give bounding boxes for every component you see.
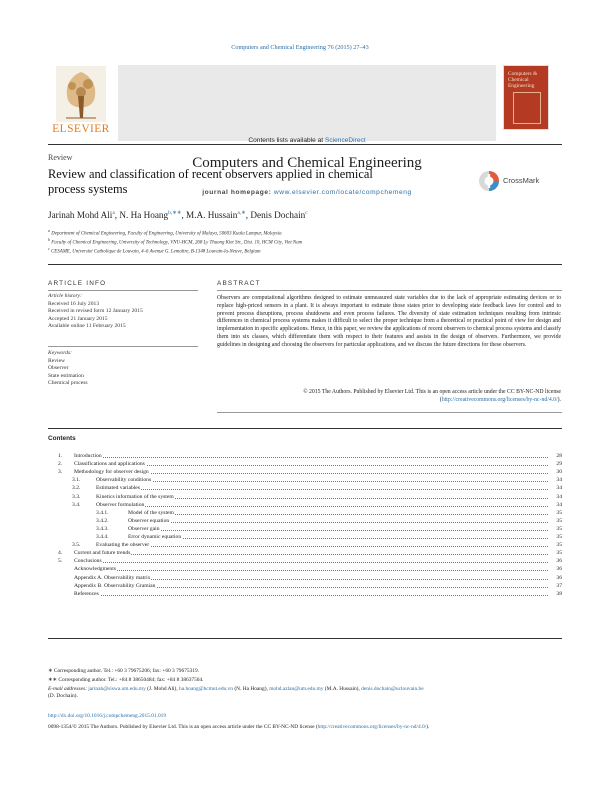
article-title	[48, 167, 458, 197]
keyword-2: Observer	[48, 365, 69, 372]
toc-number: 3.4.1.	[96, 509, 109, 516]
toc-page-number: 34	[556, 501, 562, 508]
copyright-suffix: ).	[426, 724, 430, 730]
affiliation-a	[48, 228, 282, 237]
toc-title[interactable]	[74, 557, 548, 565]
toc-title-text: Model of the system	[128, 509, 174, 516]
header-rule	[48, 144, 562, 145]
toc-page-number: 30	[556, 469, 562, 476]
journal-cover-thumbnail[interactable]	[503, 65, 549, 130]
toc-title-text: Current and future trends	[74, 550, 131, 557]
toc-title[interactable]	[74, 582, 548, 590]
affiliation-b-text: Faculty of Chemical Engineering, University of Technology, VNU-HCM, 268 Ly Thuong Kiet Str., Dist. 10, HCM City, Viet Nam	[51, 240, 303, 246]
affiliation-b-sup: b	[48, 237, 51, 242]
author-4-sup: c	[305, 210, 308, 216]
history-received: Received 16 July 2013	[48, 300, 100, 307]
keywords-label: Keywords:	[48, 350, 73, 356]
keywords-rule	[48, 346, 198, 347]
toc-title[interactable]	[128, 517, 548, 525]
toc-number: 3.	[58, 469, 63, 476]
toc-page-number: 36	[556, 558, 562, 565]
toc-title-text: References	[74, 590, 99, 597]
email-link-4[interactable]: denis.dochain@uclouvain.be	[361, 686, 424, 692]
email-owner-3: (M.A. Hussain),	[324, 686, 362, 692]
toc-number: 3.1.	[72, 477, 81, 484]
affiliation-c-text: CESAME, Université Catholique de Louvain, 4–6 Avenue G. Lemaître, B-1348 Louvain-la-Neuve, Belgium	[51, 249, 261, 255]
history-online: Available online 11 February 2015	[48, 323, 126, 330]
copyright-line	[48, 724, 563, 730]
toc-page-number: 35	[556, 542, 562, 549]
title-line-1: Review and classification of recent observers applied in chemical	[48, 167, 373, 181]
toc-page-number: 35	[556, 517, 562, 524]
toc-row[interactable]	[48, 484, 562, 492]
author-2-name: N. Ha Hoang	[119, 210, 169, 221]
affiliation-b	[48, 237, 302, 246]
title-line-2: process systems	[48, 182, 128, 196]
toc-number: 2.	[58, 461, 63, 468]
toc-title[interactable]	[96, 541, 548, 549]
toc-row[interactable]	[48, 501, 562, 509]
toc-title-text: Conclusions	[74, 558, 102, 565]
toc-row[interactable]	[48, 533, 562, 541]
toc-number: 3.5.	[72, 542, 81, 549]
article-info-rule	[48, 290, 198, 291]
email-label: E-mail addresses:	[48, 686, 87, 692]
license-suffix: ).	[557, 396, 561, 403]
history-label: Article history:	[48, 293, 83, 299]
toc-title[interactable]	[128, 509, 548, 517]
toc-number: 3.4.	[72, 501, 81, 508]
email-link-1[interactable]: jarinah@siswa.um.edu.my	[88, 686, 146, 692]
cover-graphic	[513, 92, 541, 124]
abstract-license	[217, 389, 561, 405]
footnote-corresponding-2: ∗∗ Corresponding author. Tel.: +84 8 38650484; fax: +84 8 38637504.	[48, 677, 204, 683]
author-1-name: Jarinah Mohd Ali	[48, 210, 113, 221]
toc-title-text: Kinetics information of the system	[96, 493, 174, 500]
email-owner-2: (N. Ha Hoang),	[234, 686, 270, 692]
info-top-rule	[48, 264, 562, 265]
email-link-2[interactable]: ha.hoang@hcmut.edu.vn	[179, 686, 233, 692]
toc-title-text: Estimated variables	[96, 485, 140, 492]
contents-bottom-rule	[48, 638, 562, 639]
journal-reference[interactable]: Computers and Chemical Engineering 76 (2015) 27–43	[231, 44, 369, 51]
toc-row[interactable]	[48, 525, 562, 533]
toc-number: 3.4.2.	[96, 517, 109, 524]
toc-page-number: 36	[556, 566, 562, 573]
email-link-3[interactable]: mohd.azlan@um.edu.my	[269, 686, 324, 692]
toc-page-number: 28	[556, 453, 562, 459]
toc-number: 3.2.	[72, 485, 81, 492]
keyword-1: Review	[48, 357, 66, 364]
keyword-3: State estimation	[48, 372, 84, 379]
toc-title[interactable]	[74, 460, 548, 468]
affiliation-c-sup: c	[48, 246, 50, 251]
email-owner-1: (J. Mohd Ali),	[147, 686, 180, 692]
toc-title[interactable]	[96, 501, 548, 509]
abstract-heading: ABSTRACT	[217, 280, 261, 287]
footnote-corresponding-1: ∗ Corresponding author. Tel.: +60 3 79675206; fax: +60 3 79675319.	[48, 668, 200, 674]
author-4[interactable]	[250, 210, 307, 220]
author-1[interactable]	[48, 210, 115, 220]
doi-link[interactable]: http://dx.doi.org/10.1016/j.compchemeng.2015.01.019	[48, 713, 167, 719]
toc-title[interactable]	[74, 565, 548, 573]
toc-row[interactable]	[48, 517, 562, 525]
homepage-link[interactable]: www.elsevier.com/locate/compchemeng	[273, 189, 412, 196]
article-history	[48, 293, 208, 331]
toc-title[interactable]	[74, 574, 548, 582]
toc-title-text: Observability conditions	[96, 477, 152, 484]
toc-title[interactable]	[128, 533, 548, 541]
journal-title: Computers and Chemical Engineering	[192, 155, 422, 171]
abstract-rule	[217, 290, 562, 291]
contents-top-rule	[48, 428, 562, 429]
toc-title[interactable]	[96, 484, 548, 492]
crossmark-badge[interactable]	[478, 170, 558, 192]
toc-title-text: Appendix A. Observability matrix	[74, 574, 151, 581]
affiliation-c	[48, 246, 261, 255]
toc-title[interactable]	[96, 493, 548, 501]
toc-page-number: 34	[556, 485, 562, 492]
toc-page-number: 34	[556, 477, 562, 484]
affiliation-a-text: Department of Chemical Engineering, Faculty of Engineering, University of Malaya, 50603 Kuala Lumpur, Malaysia	[51, 231, 282, 237]
toc-title[interactable]	[74, 452, 548, 460]
toc-row[interactable]	[48, 476, 562, 484]
toc-row[interactable]	[48, 549, 562, 557]
toc-page-number: 29	[556, 461, 562, 468]
toc-number: 3.4.4.	[96, 534, 109, 540]
toc-page-number: 35	[556, 525, 562, 532]
toc-row[interactable]	[48, 541, 562, 549]
toc-page-number: 36	[556, 574, 562, 581]
toc-title[interactable]	[74, 590, 548, 598]
history-accepted: Accepted 21 January 2015	[48, 315, 108, 322]
toc-page-number: 37	[556, 582, 562, 589]
toc-number: 3.3.	[72, 493, 81, 500]
toc-title-text: Error dynamic equation	[128, 534, 182, 540]
elsevier-wordmark: ELSEVIER	[52, 123, 110, 135]
license-prefix: © 2015 The Authors. Published by Elsevier Ltd. This is an open access article under the CC BY-NC-ND license (	[303, 389, 561, 403]
keywords	[48, 350, 208, 388]
copyright-prefix: 0098-1354/© 2015 The Authors. Published by Elsevier Ltd. This is an open access article under the CC BY-NC-ND license (	[48, 724, 318, 730]
author-3[interactable]	[186, 210, 246, 220]
history-revised: Received in revised form 12 January 2015	[48, 308, 143, 315]
author-3-name: M.A. Hussain	[186, 210, 238, 221]
footnote-emails	[48, 686, 563, 700]
toc-number: 4.	[58, 550, 63, 557]
article-section-label: Review	[48, 153, 73, 162]
toc-row[interactable]	[48, 557, 562, 565]
elsevier-logo	[50, 66, 112, 140]
sciencedirect-link[interactable]: ScienceDirect	[324, 137, 366, 144]
toc-title[interactable]	[128, 525, 548, 533]
crossmark-label: CrossMark	[503, 176, 540, 185]
contents-heading: Contents	[48, 435, 76, 442]
toc-title-text: Classifications and applications	[74, 461, 145, 468]
toc-title-text: Observer equation	[128, 517, 170, 524]
license-link[interactable]: http://creativecommons.org/licenses/by-nc-nd/4.0/	[441, 396, 558, 403]
toc-page-number: 34	[556, 493, 562, 500]
homepage-prefix: journal homepage:	[202, 189, 274, 196]
affiliation-a-sup: a	[48, 228, 51, 233]
author-2[interactable]	[119, 210, 181, 220]
keyword-4: Chemical process	[48, 380, 88, 387]
toc-row[interactable]	[48, 493, 562, 501]
toc-page-number: 35	[556, 550, 562, 557]
toc-title-text: Methodology for observer design	[74, 469, 149, 476]
author-3-sup: a,∗	[237, 210, 246, 216]
toc-number: 5.	[58, 558, 63, 565]
author-1-sup: a	[112, 210, 115, 216]
email-tail: (D. Dochain).	[48, 693, 78, 699]
toc-title-text: Evaluating the observer	[96, 542, 150, 549]
article-info-heading: ARTICLE INFO	[48, 280, 107, 287]
toc-title-text: Acknowledgments	[74, 566, 116, 573]
author-4-name: Denis Dochain	[250, 210, 306, 221]
toc-row[interactable]	[48, 452, 562, 460]
toc-number: 3.4.3.	[96, 525, 109, 532]
toc-title[interactable]	[74, 468, 548, 476]
toc-row[interactable]	[48, 582, 562, 590]
author-2-sup: b,∗∗	[168, 210, 182, 216]
toc-title[interactable]	[96, 476, 548, 484]
toc-page-number: 38	[556, 590, 562, 597]
toc-title-text: Observer gain	[128, 525, 160, 532]
toc-title-text: Appendix B. Observability Gramian	[74, 582, 156, 589]
abstract-body: Observers are computational algorithms designed to estimate unmeasured state variables due to the lack of appropriate estimating devices or to replace high-priced sensors in a plant. It is always important to estimate those states prior to developing state feedback laws for control and to prevent process disruptions, process shutdowns and even process failures. The diversity of state estimation techniques resulting from intrinsic differences in chemical process systems makes it difficult to select the proper technique from a theoretical or practical point of view for design and implementation in specific applications. Hence, in this paper, we review the applications of recent observers to chemical process systems and classify them into six classes, which differentiate them with respect to their features and assists in the design of observers. Furthermore, we provide guidelines in designing and choosing the observers for particular applications, and we discuss the future directions for these observers.	[217, 295, 561, 348]
toc-page-number: 35	[556, 534, 562, 540]
toc-row[interactable]	[48, 509, 562, 517]
copyright-license-link[interactable]: http://creativecommons.org/licenses/by-nc-nd/4.0/	[317, 724, 427, 730]
toc-row[interactable]	[48, 565, 562, 573]
contents-available-line	[118, 137, 496, 144]
toc-title[interactable]	[74, 549, 548, 557]
contents-prefix: Contents lists available at	[248, 137, 325, 144]
crossmark-icon	[478, 170, 500, 192]
toc-number: 1.	[58, 453, 63, 459]
toc-row[interactable]	[48, 574, 562, 582]
toc-row[interactable]	[48, 460, 562, 468]
toc-title-text: Introduction	[74, 453, 102, 459]
toc-row[interactable]	[48, 590, 562, 598]
cover-title: Computers & Chemical Engineering	[508, 71, 538, 89]
toc-title-text: Observer formulation	[96, 501, 145, 508]
abstract-bottom-rule	[217, 412, 562, 413]
toc-page-number: 35	[556, 509, 562, 516]
toc-row[interactable]	[48, 468, 562, 476]
author-list: Jarinah Mohd Ali$^a$, N. Ha Hoang$^{b,∗∗}$, M.A. Hussain$^{a,∗}$, Denis Dochain$^c$	[48, 210, 308, 221]
